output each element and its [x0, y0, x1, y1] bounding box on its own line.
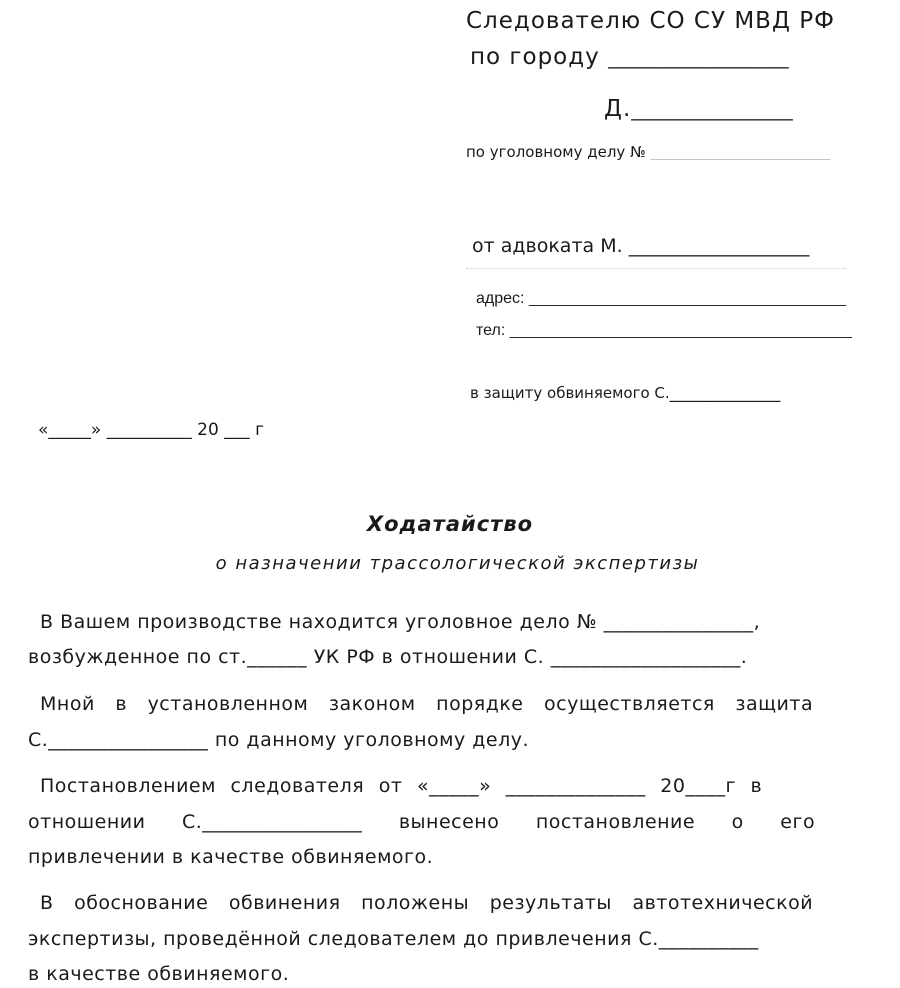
- date-close-quote: »: [90, 420, 102, 440]
- paragraph-1-line-2: [28, 646, 747, 668]
- address-blank[interactable]: ______________________________________: [528, 290, 846, 307]
- case-label: по уголовному делу №: [466, 143, 646, 161]
- date-year-blank[interactable]: ___: [224, 420, 250, 440]
- paragraph-3-line-3: привлечении в качестве обвиняемого.: [28, 846, 434, 868]
- document-title: Ходатайство: [366, 512, 534, 536]
- defense-label: в защиту обвиняемого С.: [470, 384, 670, 402]
- faint-divider: [466, 268, 846, 269]
- date-open-quote: «: [38, 420, 49, 440]
- case-number-line: [466, 143, 830, 161]
- from-lawyer-line: [472, 235, 809, 257]
- paragraph-3-line-2: отношении С.________________ вынесено постановление о его: [28, 811, 816, 833]
- phone-label: тел:: [476, 322, 506, 339]
- from-lawyer-blank[interactable]: ___________________: [628, 235, 810, 257]
- case-blank[interactable]: ______________________________: [650, 146, 831, 160]
- phone-line: [476, 322, 852, 340]
- date-year-suffix: г: [255, 420, 265, 440]
- p1-text-b: возбужденное по ст.______ УК РФ в отношении С.: [28, 646, 545, 668]
- date-year-prefix: 20: [197, 420, 219, 440]
- paragraph-4-line-2: экспертизы, проведённой следователем до привлечения С.__________: [28, 928, 759, 950]
- addressee-investigator: Следователю СО СУ МВД РФ: [466, 8, 835, 34]
- city-blank[interactable]: ___________________: [608, 47, 789, 69]
- paragraph-1-line-1: [40, 611, 760, 633]
- defense-blank[interactable]: _____________: [669, 383, 781, 403]
- paragraph-3-line-1: Постановлением следователя от «_____» ______________ 20____г в: [40, 775, 763, 797]
- city-label: по городу: [470, 44, 600, 70]
- p1-case-blank[interactable]: _______________,: [603, 611, 761, 633]
- from-lawyer-label: от адвоката М.: [472, 235, 623, 257]
- address-line: [476, 290, 846, 308]
- phone-blank[interactable]: _________________________________________: [509, 322, 852, 339]
- d-label: Д.: [604, 96, 632, 122]
- date-line: [38, 420, 264, 440]
- paragraph-4-line-1: В обоснование обвинения положены результаты автотехнической: [40, 892, 814, 914]
- p1-text-a: В Вашем производстве находится уголовное дело №: [40, 611, 598, 633]
- date-day-blank[interactable]: _____: [48, 420, 91, 440]
- paragraph-2-line-1: Мной в установленном законом порядке осуществляется защита: [40, 693, 814, 715]
- addressee-city: [470, 44, 789, 70]
- addressee-d: [604, 96, 793, 122]
- defense-line: [470, 383, 780, 403]
- d-blank[interactable]: _________________: [631, 99, 793, 121]
- paragraph-4-line-3: в качестве обвиняемого.: [28, 963, 290, 985]
- p1-name-blank[interactable]: ___________________.: [550, 646, 748, 668]
- address-label: адрес:: [476, 290, 525, 307]
- date-month-blank[interactable]: __________: [106, 420, 192, 440]
- paragraph-2-line-2: С.________________ по данному уголовному делу.: [28, 729, 530, 751]
- document-subtitle: о назначении трассологической экспертизы: [215, 553, 700, 574]
